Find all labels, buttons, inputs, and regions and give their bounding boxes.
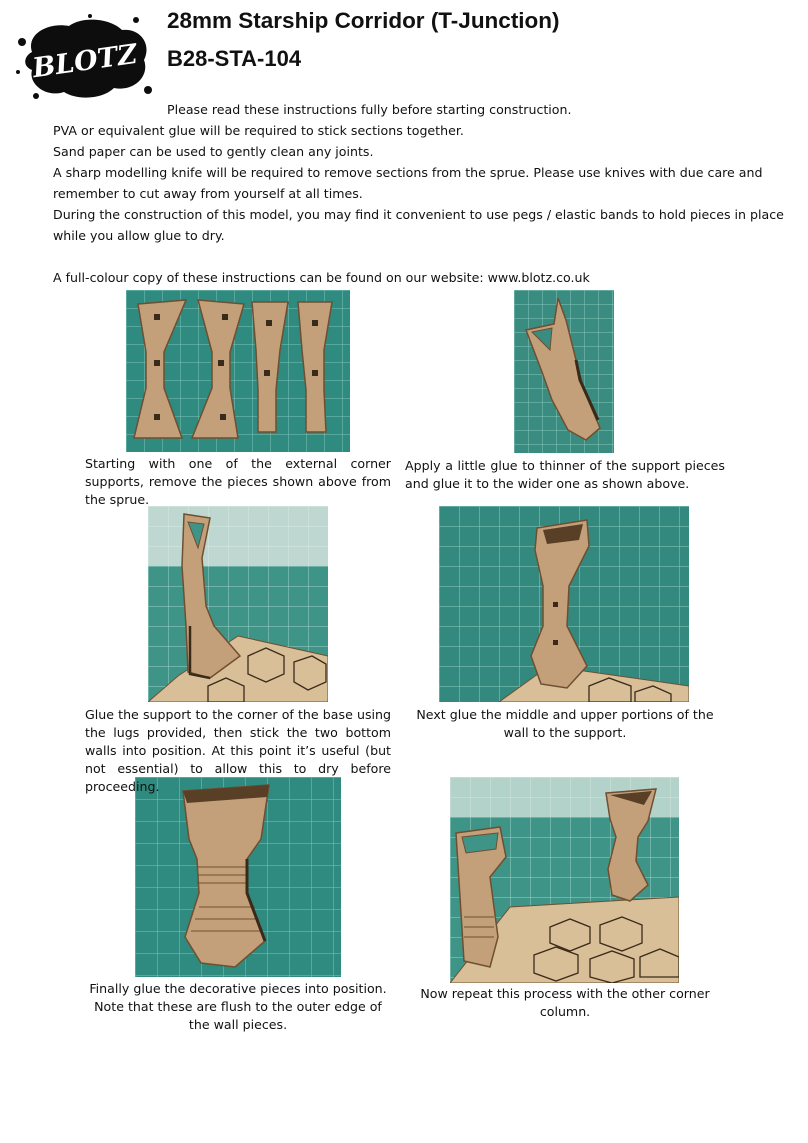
- product-code: B28-STA-104: [167, 46, 302, 71]
- step-5-caption: Finally glue the decorative pieces into position. Note that these are flush to the outer edge of the wall pieces.: [89, 981, 387, 1032]
- step-3-caption: Glue the support to the corner of the base using the lugs provided, then stick the two bottom walls into position. At this point it’s useful (but not essential) to allow this to dry before proceeding.: [85, 707, 391, 794]
- blotz-logo: [14, 12, 156, 104]
- step-6-caption: Now repeat this process with the other corner column.: [420, 986, 710, 1019]
- page-title: 28mm Starship Corridor (T-Junction): [167, 8, 560, 33]
- website-line: A full-colour copy of these instructions can be found on our website: www.blotz.co.uk: [53, 270, 590, 285]
- intro-line: PVA or equivalent glue will be required to stick sections together.: [53, 123, 464, 138]
- intro-line: A sharp modelling knife will be required to remove sections from the sprue. Please use knives with due care and remember to cut away from yourself at all times.: [53, 165, 763, 201]
- intro-line: Please read these instructions fully before starting construction.: [167, 102, 572, 117]
- step-2-caption: Apply a little glue to thinner of the support pieces and glue it to the wider one as shown above.: [405, 458, 725, 491]
- intro-line: During the construction of this model, you may find it convenient to use pegs / elastic bands to hold pieces in place while you allow glue to dry.: [53, 207, 784, 243]
- step-2-photo: [514, 290, 614, 453]
- intro-line: Sand paper can be used to gently clean any joints.: [53, 144, 374, 159]
- step-6-photo: [450, 777, 679, 983]
- step-5-photo: [135, 777, 341, 977]
- step-3-photo: [148, 506, 328, 702]
- step-1-photo: [126, 290, 350, 452]
- step-1-caption: Starting with one of the external corner supports, remove the pieces shown above from the sprue.: [85, 456, 391, 507]
- step-4-caption: Next glue the middle and upper portions of the wall to the support.: [416, 707, 714, 740]
- svg-text:BLOTZ: BLOTZ: [30, 38, 140, 85]
- intro-text: [53, 99, 805, 288]
- step-4-photo: [439, 506, 689, 702]
